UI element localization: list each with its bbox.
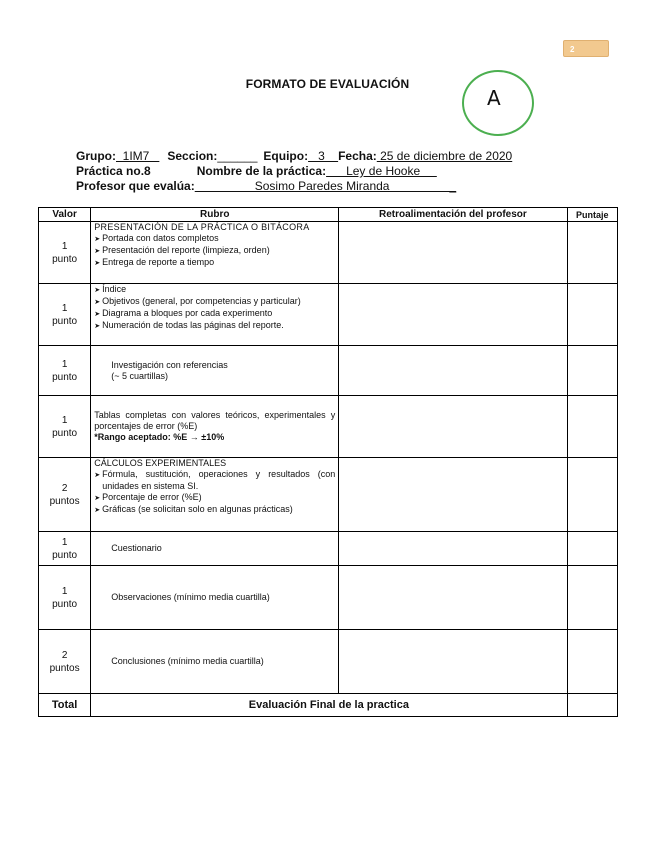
score-cell[interactable] [567, 396, 617, 458]
seccion-label: Seccion: [167, 149, 218, 163]
table-row [39, 630, 618, 694]
header-valor: Valor [39, 208, 91, 222]
rubro-bullet: ➤ Objetivos (general, por competencias y particular) [94, 296, 335, 308]
rubro-cell: Observaciones (mínimo media cuartilla) [91, 566, 339, 630]
table-row [39, 396, 618, 458]
table-row [39, 346, 618, 396]
rubro-cell [91, 222, 339, 284]
profesor-label: Profesor que evalúa: [76, 179, 195, 193]
rubro-title: CÁLCULOS EXPERIMENTALES [94, 458, 227, 468]
rubro-cell [91, 346, 339, 396]
rubro-line: Investigación con referencias [111, 359, 228, 370]
rubro-title: PRESENTACIÓN DE LA PRÁCTICA O BITÁCORA [94, 222, 310, 232]
rubro-cell [91, 458, 339, 532]
grade-letter: A [487, 86, 501, 110]
table-row [39, 284, 618, 346]
score-cell[interactable] [567, 346, 617, 396]
feedback-cell[interactable] [339, 284, 567, 346]
valor-cell: 1 punto [39, 566, 91, 630]
valor-cell: 1 punto [39, 532, 91, 566]
rubro-bullet: ➤ Portada con datos completos [94, 233, 335, 245]
fecha-value: 25 de diciembre de 2020 [376, 149, 513, 163]
rubro-bullet: ➤ Presentación del reporte (limpieza, orden) [94, 245, 335, 257]
total-row [39, 694, 618, 717]
rubro-bullet: ➤ Diagrama a bloques por cada experimento [94, 308, 335, 320]
nombre-practica-label: Nombre de la práctica: [196, 164, 327, 178]
rubro-bullet: ➤ Porcentaje de error (%E) [94, 492, 335, 504]
table-row [39, 222, 618, 284]
score-cell[interactable] [567, 566, 617, 630]
total-score-cell[interactable] [567, 694, 617, 717]
header-puntaje: Puntaje [567, 208, 617, 222]
evaluation-table [38, 207, 618, 717]
rubro-line: (~ 5 cuartillas) [111, 370, 169, 381]
table-row [39, 458, 618, 532]
equipo-value: 3 [308, 149, 339, 163]
table-row [39, 566, 618, 630]
score-cell[interactable] [567, 284, 617, 346]
header-line-2 [76, 164, 437, 178]
document-title: FORMATO DE EVALUACIÓN [245, 77, 410, 91]
header-line-3 [76, 179, 456, 193]
feedback-cell[interactable] [339, 458, 567, 532]
rubro-cell [91, 284, 339, 346]
seccion-value: ______ [217, 149, 258, 163]
header-rubro: Rubro [91, 208, 339, 222]
rubro-text: Tablas completas con valores teóricos, experimentales y porcentajes de error (%E) [94, 410, 336, 431]
valor-cell: 1 punto [39, 222, 91, 284]
rubro-cell: Cuestionario [91, 532, 339, 566]
valor-cell: 1 punto [39, 396, 91, 458]
header-line-1 [76, 149, 512, 163]
rubro-bullet: ➤ Entrega de reporte a tiempo [94, 257, 335, 269]
rubro-bullet: ➤ Numeración de todas las páginas del reporte. [94, 320, 335, 332]
feedback-cell[interactable] [339, 346, 567, 396]
score-cell[interactable] [567, 630, 617, 694]
grupo-label: Grupo: [76, 149, 116, 163]
profesor-value: Sosimo Paredes Miranda _ [194, 179, 457, 193]
feedback-cell[interactable] [339, 630, 567, 694]
valor-cell: 2 puntos [39, 458, 91, 532]
rubro-bullet: ➤ Fórmula, sustitución, operaciones y resultados (con unidades en sistema SI. [94, 469, 335, 492]
nombre-practica-value: Ley de Hooke [326, 164, 437, 178]
page-number-badge: 2 [563, 40, 609, 57]
valor-cell: 1 punto [39, 346, 91, 396]
practica-label: Práctica no.8 [76, 164, 151, 178]
final-evaluation-label: Evaluación Final de la practica [91, 694, 567, 717]
feedback-cell[interactable] [339, 222, 567, 284]
table-header-row [39, 208, 618, 222]
rubro-bullet: ➤ Gráficas (se solicitan solo en algunas prácticas) [94, 504, 335, 516]
rubro-cell [91, 396, 339, 458]
score-cell[interactable] [567, 532, 617, 566]
feedback-cell[interactable] [339, 532, 567, 566]
fecha-label: Fecha: [338, 149, 377, 163]
total-label: Total [39, 694, 91, 717]
rubro-accepted-range: *Rango aceptado: %E → ±10% [94, 432, 225, 442]
rubro-cell: Conclusiones (mínimo media cuartilla) [91, 630, 339, 694]
score-cell[interactable] [567, 222, 617, 284]
score-cell[interactable] [567, 458, 617, 532]
rubro-bullet: ➤ Índice [94, 284, 335, 296]
table-row [39, 532, 618, 566]
equipo-label: Equipo: [263, 149, 309, 163]
valor-cell: 2 puntos [39, 630, 91, 694]
valor-cell: 1 punto [39, 284, 91, 346]
header-retroalimentacion: Retroalimentación del profesor [339, 208, 567, 222]
feedback-cell[interactable] [339, 566, 567, 630]
feedback-cell[interactable] [339, 396, 567, 458]
grupo-value: 1IM7 [116, 149, 160, 163]
